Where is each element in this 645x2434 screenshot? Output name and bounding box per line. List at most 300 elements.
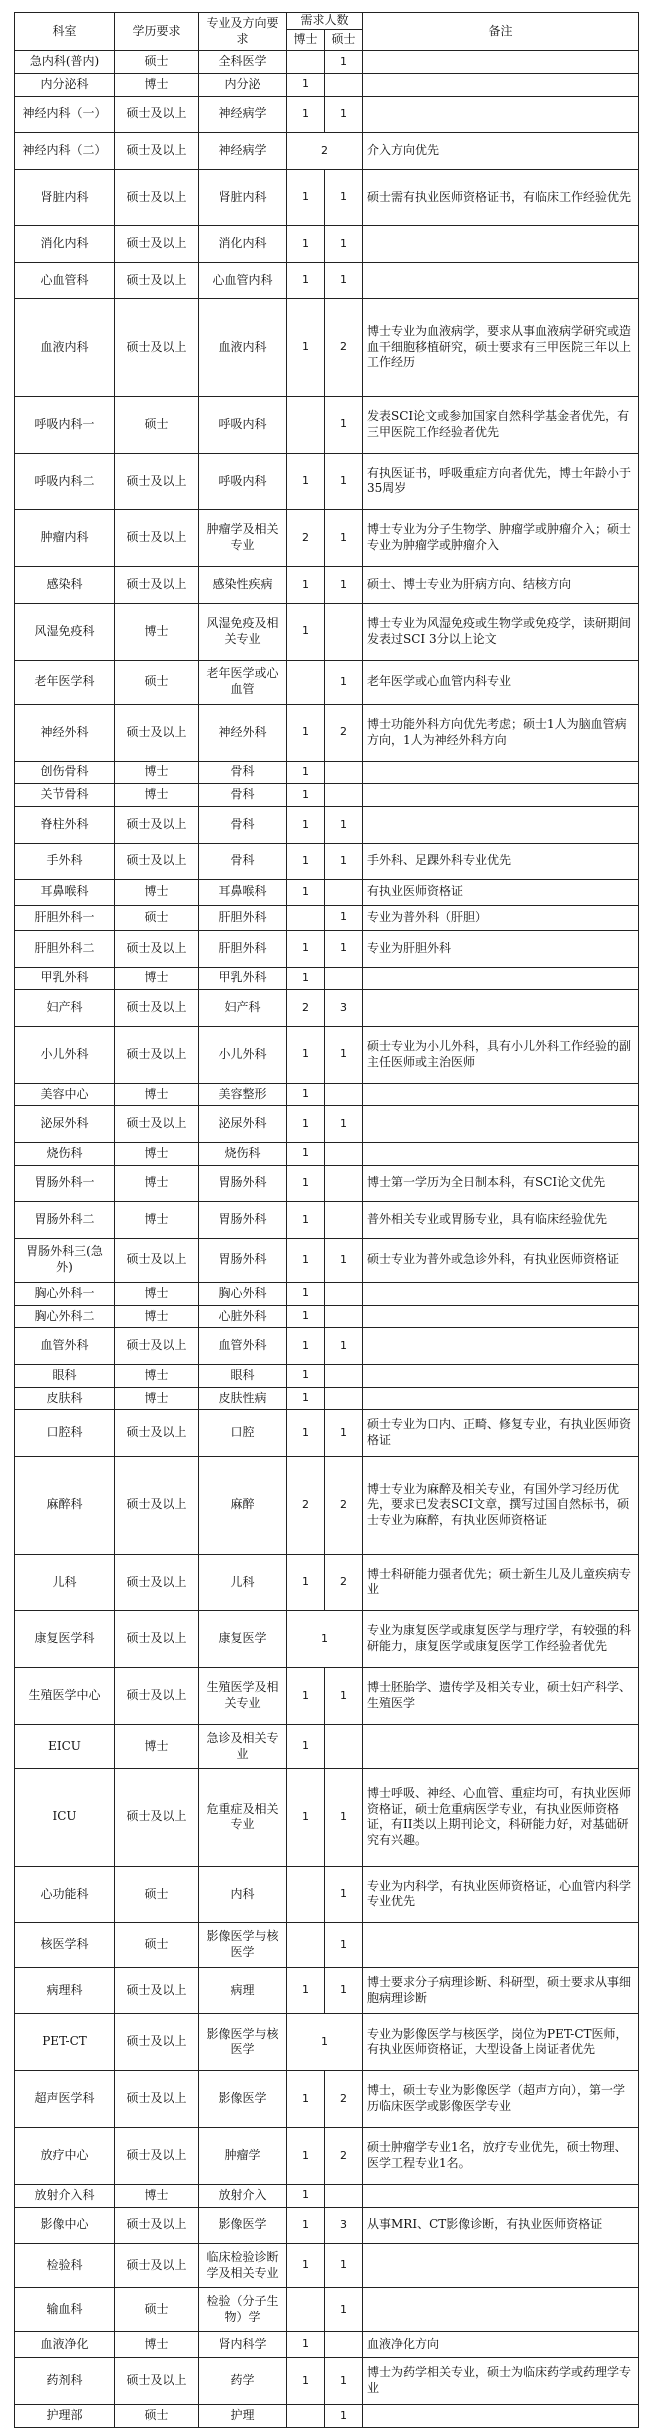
master-count-cell: 2 — [325, 1554, 363, 1611]
table-row — [15, 396, 639, 453]
dept-cell: 血液内科 — [15, 299, 115, 396]
education-cell: 硕士 — [115, 396, 199, 453]
major-cell: 影像医学与核医学 — [199, 2014, 287, 2071]
education-cell: 硕士及以上 — [115, 2128, 199, 2185]
education-cell: 博士 — [115, 1364, 199, 1387]
note-cell — [363, 2184, 639, 2207]
master-count-cell: 1 — [325, 2288, 363, 2332]
count-cell: 1 — [287, 2014, 363, 2071]
master-count-cell: 1 — [325, 2244, 363, 2288]
note-cell: 老年医学或心血管内科专业 — [363, 660, 639, 704]
dept-cell: 神经内科（二） — [15, 133, 115, 170]
education-cell: 博士 — [115, 880, 199, 905]
note-cell — [363, 2244, 639, 2288]
education-cell: 硕士及以上 — [115, 2357, 199, 2404]
master-count-cell: 1 — [325, 930, 363, 967]
note-cell — [363, 807, 639, 844]
dept-cell: 心功能科 — [15, 1866, 115, 1923]
education-cell: 硕士及以上 — [115, 1106, 199, 1143]
phd-count-cell: 1 — [287, 807, 325, 844]
note-cell: 硕士肿瘤学专业1名，放疗专业优先，硕士物理、医学工程专业1名。 — [363, 2128, 639, 2185]
major-cell: 口腔 — [199, 1410, 287, 1457]
dept-cell: 神经内科（一） — [15, 96, 115, 133]
phd-count-cell: 1 — [287, 843, 325, 880]
major-cell: 骨科 — [199, 843, 287, 880]
master-count-cell: 1 — [325, 1410, 363, 1457]
table-row — [15, 96, 639, 133]
dept-cell: 肝胆外科一 — [15, 905, 115, 930]
major-cell: 呼吸内科 — [199, 453, 287, 510]
table-row — [15, 603, 639, 660]
table-row — [15, 1457, 639, 1554]
education-cell: 硕士及以上 — [115, 1328, 199, 1365]
table-row — [15, 1305, 639, 1328]
education-cell: 硕士及以上 — [115, 843, 199, 880]
major-cell: 风湿免疫及相关专业 — [199, 603, 287, 660]
table-row — [15, 807, 639, 844]
table-row — [15, 1026, 639, 1083]
education-cell: 硕士及以上 — [115, 226, 199, 263]
major-cell: 麻醉 — [199, 1457, 287, 1554]
note-cell: 博士专业为分子生物学、肿瘤学或肿瘤介入；硕士专业为肿瘤学或肿瘤介入 — [363, 510, 639, 567]
master-count-cell — [325, 761, 363, 784]
education-cell: 硕士及以上 — [115, 1238, 199, 1282]
master-count-cell — [325, 1142, 363, 1165]
major-cell: 消化内科 — [199, 226, 287, 263]
dept-cell: 超声医学科 — [15, 2071, 115, 2128]
education-cell: 硕士及以上 — [115, 1611, 199, 1668]
table-row — [15, 1923, 639, 1967]
phd-count-cell: 1 — [287, 1026, 325, 1083]
dept-cell: 心血管科 — [15, 262, 115, 299]
dept-cell: 血管外科 — [15, 1328, 115, 1365]
master-count-cell: 1 — [325, 1923, 363, 1967]
education-cell: 博士 — [115, 2332, 199, 2357]
dept-cell: 输血科 — [15, 2288, 115, 2332]
education-cell: 硕士及以上 — [115, 2244, 199, 2288]
dept-cell: 感染科 — [15, 567, 115, 604]
master-count-cell: 1 — [325, 660, 363, 704]
note-cell: 普外相关专业或胃肠专业，具有临床经验优先 — [363, 1202, 639, 1239]
note-cell: 硕士专业为小儿外科，具有小儿外科工作经验的副主任医师或主治医师 — [363, 1026, 639, 1083]
major-cell: 骨科 — [199, 807, 287, 844]
dept-cell: 胸心外科二 — [15, 1305, 115, 1328]
major-cell: 骨科 — [199, 761, 287, 784]
note-cell — [363, 1106, 639, 1143]
major-cell: 神经病学 — [199, 96, 287, 133]
dept-cell: 胸心外科一 — [15, 1282, 115, 1305]
dept-cell: 呼吸内科二 — [15, 453, 115, 510]
master-count-cell: 1 — [325, 262, 363, 299]
phd-count-cell: 1 — [287, 1165, 325, 1202]
dept-cell: 儿科 — [15, 1554, 115, 1611]
major-cell: 肾脏内科 — [199, 169, 287, 226]
table-row — [15, 1611, 639, 1668]
phd-count-cell: 1 — [287, 1083, 325, 1106]
note-cell — [363, 96, 639, 133]
major-cell: 儿科 — [199, 1554, 287, 1611]
phd-count-cell: 1 — [287, 704, 325, 761]
dept-cell: 肿瘤内科 — [15, 510, 115, 567]
table-row — [15, 784, 639, 807]
major-cell: 危重症及相关专业 — [199, 1769, 287, 1866]
note-cell: 血液净化方向 — [363, 2332, 639, 2357]
major-cell: 美容整形 — [199, 1083, 287, 1106]
master-count-cell: 3 — [325, 2207, 363, 2244]
major-cell: 胃肠外科 — [199, 1165, 287, 1202]
header-education: 学历要求 — [115, 13, 199, 51]
phd-count-cell: 1 — [287, 1282, 325, 1305]
education-cell: 硕士及以上 — [115, 453, 199, 510]
major-cell: 肿瘤学 — [199, 2128, 287, 2185]
phd-count-cell: 1 — [287, 169, 325, 226]
header-note: 备注 — [363, 13, 639, 51]
master-count-cell: 1 — [325, 905, 363, 930]
note-cell: 专业为普外科（肝胆） — [363, 905, 639, 930]
master-count-cell: 1 — [325, 567, 363, 604]
table-row — [15, 1410, 639, 1457]
dept-cell: 胃肠外科三(急外) — [15, 1238, 115, 1282]
table-row — [15, 967, 639, 990]
education-cell: 硕士及以上 — [115, 510, 199, 567]
dept-cell: 药剂科 — [15, 2357, 115, 2404]
header-dept: 科室 — [15, 13, 115, 51]
master-count-cell — [325, 1364, 363, 1387]
table-row — [15, 2014, 639, 2071]
phd-count-cell: 1 — [287, 1387, 325, 1410]
phd-count-cell: 1 — [287, 1142, 325, 1165]
phd-count-cell — [287, 1866, 325, 1923]
dept-cell: 耳鼻喉科 — [15, 880, 115, 905]
phd-count-cell: 1 — [287, 1328, 325, 1365]
note-cell: 从事MRI、CT影像诊断，有执业医师资格证 — [363, 2207, 639, 2244]
major-cell: 检验（分子生物）学 — [199, 2288, 287, 2332]
table-row — [15, 761, 639, 784]
education-cell: 硕士及以上 — [115, 1668, 199, 1725]
phd-count-cell: 1 — [287, 2207, 325, 2244]
table-row — [15, 2357, 639, 2404]
dept-cell: 皮肤科 — [15, 1387, 115, 1410]
note-cell — [363, 2288, 639, 2332]
education-cell: 博士 — [115, 1282, 199, 1305]
phd-count-cell: 1 — [287, 1725, 325, 1769]
education-cell: 硕士及以上 — [115, 2207, 199, 2244]
major-cell: 放射介入 — [199, 2184, 287, 2207]
major-cell: 血液内科 — [199, 299, 287, 396]
phd-count-cell: 1 — [287, 1668, 325, 1725]
header-count: 需求人数 — [287, 13, 363, 30]
phd-count-cell: 1 — [287, 1305, 325, 1328]
major-cell: 病理 — [199, 1967, 287, 2014]
major-cell: 耳鼻喉科 — [199, 880, 287, 905]
note-cell: 博士专业为风湿免疫或生物学或免疫学，读研期间发表过SCI 3分以上论文 — [363, 603, 639, 660]
dept-cell: 胃肠外科一 — [15, 1165, 115, 1202]
table-row — [15, 880, 639, 905]
education-cell: 硕士 — [115, 2404, 199, 2427]
table-row — [15, 510, 639, 567]
table-row — [15, 1668, 639, 1725]
education-cell: 博士 — [115, 1165, 199, 1202]
table-row — [15, 169, 639, 226]
table-row — [15, 226, 639, 263]
table-row — [15, 1364, 639, 1387]
table-row — [15, 1387, 639, 1410]
phd-count-cell: 1 — [287, 567, 325, 604]
education-cell: 博士 — [115, 1202, 199, 1239]
table-row — [15, 905, 639, 930]
dept-cell: 脊柱外科 — [15, 807, 115, 844]
master-count-cell — [325, 1083, 363, 1106]
table-row — [15, 1866, 639, 1923]
education-cell: 硕士及以上 — [115, 1026, 199, 1083]
note-cell — [363, 1387, 639, 1410]
major-cell: 妇产科 — [199, 990, 287, 1027]
dept-cell: 消化内科 — [15, 226, 115, 263]
note-cell: 手外科、足踝外科专业优先 — [363, 843, 639, 880]
master-count-cell: 1 — [325, 453, 363, 510]
major-cell: 胃肠外科 — [199, 1202, 287, 1239]
education-cell: 硕士及以上 — [115, 1769, 199, 1866]
education-cell: 博士 — [115, 73, 199, 96]
phd-count-cell — [287, 1923, 325, 1967]
phd-count-cell: 2 — [287, 990, 325, 1027]
master-count-cell — [325, 1305, 363, 1328]
table-row — [15, 1238, 639, 1282]
dept-cell: 血液净化 — [15, 2332, 115, 2357]
master-count-cell: 3 — [325, 990, 363, 1027]
note-cell: 专业为肝胆外科 — [363, 930, 639, 967]
master-count-cell — [325, 1202, 363, 1239]
major-cell: 烧伤科 — [199, 1142, 287, 1165]
master-count-cell — [325, 967, 363, 990]
dept-cell: 眼科 — [15, 1364, 115, 1387]
note-cell — [363, 2404, 639, 2427]
major-cell: 生殖医学及相关专业 — [199, 1668, 287, 1725]
master-count-cell: 1 — [325, 1668, 363, 1725]
note-cell: 专业为影像医学与核医学，岗位为PET-CT医师，有执业医师资格证，大型设备上岗证者优先 — [363, 2014, 639, 2071]
dept-cell: 手外科 — [15, 843, 115, 880]
phd-count-cell: 1 — [287, 453, 325, 510]
master-count-cell: 1 — [325, 807, 363, 844]
table-row — [15, 930, 639, 967]
phd-count-cell: 1 — [287, 1238, 325, 1282]
phd-count-cell: 1 — [287, 1106, 325, 1143]
table-row — [15, 2288, 639, 2332]
dept-cell: 麻醉科 — [15, 1457, 115, 1554]
dept-cell: 放射介入科 — [15, 2184, 115, 2207]
master-count-cell: 1 — [325, 51, 363, 74]
note-cell — [363, 51, 639, 74]
education-cell: 硕士及以上 — [115, 2071, 199, 2128]
phd-count-cell: 1 — [287, 967, 325, 990]
dept-cell: 生殖医学中心 — [15, 1668, 115, 1725]
note-cell: 硕士需有执业医师资格证书，有临床工作经验优先 — [363, 169, 639, 226]
master-count-cell: 1 — [325, 1866, 363, 1923]
major-cell: 影像医学 — [199, 2071, 287, 2128]
master-count-cell: 2 — [325, 704, 363, 761]
master-count-cell: 1 — [325, 1026, 363, 1083]
note-cell — [363, 1923, 639, 1967]
header-phd: 博士 — [287, 30, 325, 51]
master-count-cell: 1 — [325, 96, 363, 133]
dept-cell: PET-CT — [15, 2014, 115, 2071]
table-row — [15, 990, 639, 1027]
table-row — [15, 1725, 639, 1769]
education-cell: 硕士 — [115, 51, 199, 74]
note-cell: 硕士专业为普外或急诊外科，有执业医师资格证 — [363, 1238, 639, 1282]
note-cell — [363, 226, 639, 263]
note-cell: 博士专业为血液病学，要求从事血液病学研究或造血干细胞移植研究，硕士要求有三甲医院三年以上工作经历 — [363, 299, 639, 396]
phd-count-cell: 1 — [287, 2244, 325, 2288]
table-row — [15, 133, 639, 170]
table-row — [15, 2404, 639, 2427]
phd-count-cell: 1 — [287, 2128, 325, 2185]
phd-count-cell: 1 — [287, 299, 325, 396]
dept-cell: 烧伤科 — [15, 1142, 115, 1165]
note-cell: 博士科研能力强者优先；硕士新生儿及儿童疾病专业 — [363, 1554, 639, 1611]
master-count-cell — [325, 784, 363, 807]
note-cell: 博士专业为麻醉及相关专业，有国外学习经历优先，要求已发表SCI文章，撰写过国自然标书，硕士专业为麻醉，有执业医师资格证 — [363, 1457, 639, 1554]
phd-count-cell: 1 — [287, 2184, 325, 2207]
phd-count-cell: 2 — [287, 1457, 325, 1554]
phd-count-cell: 1 — [287, 2357, 325, 2404]
master-count-cell: 1 — [325, 226, 363, 263]
major-cell: 康复医学 — [199, 1611, 287, 1668]
table-row — [15, 567, 639, 604]
dept-cell: 甲乳外科 — [15, 967, 115, 990]
dept-cell: 妇产科 — [15, 990, 115, 1027]
education-cell: 硕士及以上 — [115, 169, 199, 226]
phd-count-cell: 1 — [287, 1410, 325, 1457]
dept-cell: 风湿免疫科 — [15, 603, 115, 660]
education-cell: 硕士及以上 — [115, 807, 199, 844]
master-count-cell: 2 — [325, 299, 363, 396]
note-cell — [363, 1083, 639, 1106]
dept-cell: 肾脏内科 — [15, 169, 115, 226]
major-cell: 肝胆外科 — [199, 905, 287, 930]
master-count-cell — [325, 1165, 363, 1202]
dept-cell: 美容中心 — [15, 1083, 115, 1106]
education-cell: 硕士及以上 — [115, 930, 199, 967]
major-cell: 皮肤性病 — [199, 1387, 287, 1410]
master-count-cell: 2 — [325, 2071, 363, 2128]
major-cell: 神经病学 — [199, 133, 287, 170]
note-cell — [363, 784, 639, 807]
header-master: 硕士 — [325, 30, 363, 51]
note-cell — [363, 990, 639, 1027]
phd-count-cell: 1 — [287, 1967, 325, 2014]
note-cell — [363, 1282, 639, 1305]
major-cell: 内科 — [199, 1866, 287, 1923]
table-row — [15, 1282, 639, 1305]
master-count-cell: 1 — [325, 2357, 363, 2404]
master-count-cell — [325, 73, 363, 96]
dept-cell: 老年医学科 — [15, 660, 115, 704]
table-row — [15, 1769, 639, 1866]
table-row — [15, 1328, 639, 1365]
note-cell: 博士胚胎学、遗传学及相关专业，硕士妇产科学、生殖医学 — [363, 1668, 639, 1725]
dept-cell: 放疗中心 — [15, 2128, 115, 2185]
education-cell: 硕士及以上 — [115, 96, 199, 133]
phd-count-cell: 1 — [287, 603, 325, 660]
major-cell: 血管外科 — [199, 1328, 287, 1365]
note-cell — [363, 1142, 639, 1165]
education-cell: 博士 — [115, 1083, 199, 1106]
note-cell: 有执医证书，呼吸重症方向者优先，博士年龄小于35周岁 — [363, 453, 639, 510]
count-cell: 1 — [287, 1611, 363, 1668]
master-count-cell: 1 — [325, 396, 363, 453]
major-cell: 感染性疾病 — [199, 567, 287, 604]
phd-count-cell: 1 — [287, 880, 325, 905]
education-cell: 硕士及以上 — [115, 1967, 199, 2014]
dept-cell: ICU — [15, 1769, 115, 1866]
major-cell: 胸心外科 — [199, 1282, 287, 1305]
dept-cell: 关节骨科 — [15, 784, 115, 807]
dept-cell: EICU — [15, 1725, 115, 1769]
phd-count-cell — [287, 2288, 325, 2332]
note-cell — [363, 1328, 639, 1365]
education-cell: 硕士及以上 — [115, 262, 199, 299]
phd-count-cell — [287, 2404, 325, 2427]
major-cell: 药学 — [199, 2357, 287, 2404]
master-count-cell: 1 — [325, 169, 363, 226]
table-row — [15, 299, 639, 396]
major-cell: 心脏外科 — [199, 1305, 287, 1328]
table-row — [15, 2332, 639, 2357]
note-cell — [363, 761, 639, 784]
major-cell: 骨科 — [199, 784, 287, 807]
note-cell: 硕士、博士专业为肝病方向、结核方向 — [363, 567, 639, 604]
phd-count-cell — [287, 905, 325, 930]
education-cell: 硕士 — [115, 660, 199, 704]
table-row — [15, 704, 639, 761]
note-cell: 硕士专业为口内、正畸、修复专业，有执业医师资格证 — [363, 1410, 639, 1457]
note-cell: 介入方向优先 — [363, 133, 639, 170]
count-cell: 2 — [287, 133, 363, 170]
education-cell: 硕士 — [115, 1866, 199, 1923]
phd-count-cell — [287, 51, 325, 74]
education-cell: 博士 — [115, 603, 199, 660]
major-cell: 老年医学或心血管 — [199, 660, 287, 704]
phd-count-cell: 1 — [287, 96, 325, 133]
master-count-cell: 1 — [325, 2404, 363, 2427]
table-row — [15, 1554, 639, 1611]
education-cell: 硕士及以上 — [115, 299, 199, 396]
phd-count-cell — [287, 660, 325, 704]
phd-count-cell: 1 — [287, 1554, 325, 1611]
education-cell: 博士 — [115, 761, 199, 784]
master-count-cell: 2 — [325, 1457, 363, 1554]
dept-cell: 内分泌科 — [15, 73, 115, 96]
master-count-cell — [325, 880, 363, 905]
major-cell: 急诊及相关专业 — [199, 1725, 287, 1769]
phd-count-cell: 1 — [287, 73, 325, 96]
table-row — [15, 2184, 639, 2207]
master-count-cell — [325, 1725, 363, 1769]
phd-count-cell: 1 — [287, 784, 325, 807]
major-cell: 泌尿外科 — [199, 1106, 287, 1143]
major-cell: 呼吸内科 — [199, 396, 287, 453]
phd-count-cell: 1 — [287, 1202, 325, 1239]
major-cell: 全科医学 — [199, 51, 287, 74]
note-cell — [363, 1364, 639, 1387]
master-count-cell — [325, 1387, 363, 1410]
table-row — [15, 2207, 639, 2244]
phd-count-cell: 1 — [287, 1769, 325, 1866]
education-cell: 博士 — [115, 1725, 199, 1769]
major-cell: 心血管内科 — [199, 262, 287, 299]
education-cell: 硕士及以上 — [115, 704, 199, 761]
